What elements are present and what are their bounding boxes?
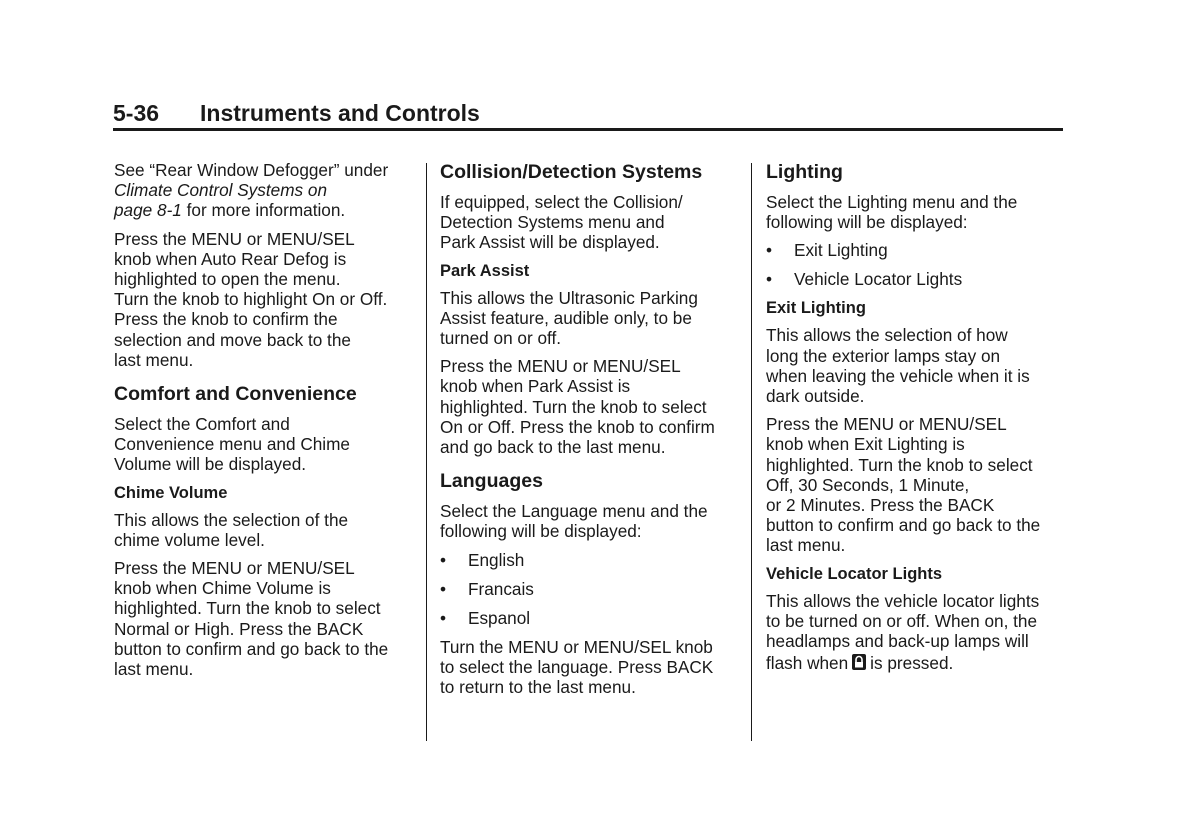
text-line: Off, 30 Seconds, 1 Minute,	[766, 474, 970, 495]
text-line: or 2 Minutes. Press the BACK	[766, 495, 995, 516]
comfort-paragraph	[114, 414, 414, 475]
list-item	[766, 269, 1066, 289]
text-line: following will be displayed:	[440, 521, 642, 542]
text-line: If equipped, select the Collision/	[440, 192, 683, 212]
list-item	[440, 550, 740, 570]
text-line: This allows the selection of the	[114, 509, 349, 530]
text-line: to return to the last menu.	[440, 677, 636, 698]
list-item-label: Espanol	[468, 607, 531, 628]
exit-lighting-paragraph-2	[766, 414, 1066, 555]
languages-heading: Languages	[440, 470, 543, 493]
text-line	[766, 653, 1066, 675]
text-line: Press the MENU or MENU/SEL	[440, 356, 681, 377]
text-line: knob when Auto Rear Defog is	[114, 248, 347, 269]
text-line: button to confirm and go back to the	[766, 515, 1041, 536]
column-divider	[426, 163, 427, 741]
collision-paragraph	[440, 192, 740, 253]
text-line: Press the MENU or MENU/SEL	[114, 558, 355, 579]
text-line: to be turned on or off. When on, the	[766, 610, 1038, 631]
page-header	[113, 100, 1063, 130]
text-line: headlamps and back-up lamps will	[766, 631, 1029, 652]
text-line: On or Off. Press the knob to confirm	[440, 416, 715, 437]
text-line: Press the MENU or MENU/SEL	[114, 228, 355, 249]
text-line: highlighted. Turn the knob to select	[440, 396, 707, 417]
text-line: This allows the Ultrasonic Parking	[440, 287, 698, 308]
text-line: Detection Systems menu and	[440, 212, 665, 233]
text-fragment: is pressed.	[870, 653, 954, 674]
bullet-icon: •	[440, 607, 447, 628]
text-line: Press the knob to confirm the	[114, 309, 338, 330]
list-item-label: Vehicle Locator Lights	[794, 269, 963, 290]
text-line: Turn the MENU or MENU/SEL knob	[440, 636, 713, 657]
intro-paragraph	[114, 160, 414, 221]
xref-page[interactable]: page 8-1	[114, 200, 182, 221]
text-line: Assist feature, audible only, to be	[440, 307, 692, 328]
text-fragment: for more information.	[181, 200, 346, 221]
bullet-icon: •	[440, 578, 447, 599]
text-line: Press the MENU or MENU/SEL	[766, 414, 1007, 435]
text-line: last menu.	[766, 535, 846, 556]
text-line: long the exterior lamps stay on	[766, 345, 1001, 366]
park-assist-paragraph-1	[440, 288, 740, 349]
vehicle-locator-paragraph	[766, 591, 1066, 676]
column-1	[114, 160, 414, 687]
text-line	[114, 200, 414, 220]
text-fragment: flash when	[766, 653, 849, 674]
text-line: dark outside.	[766, 386, 865, 407]
text-line: Turn the knob to highlight On or Off.	[114, 289, 388, 310]
text-line: highlighted to open the menu.	[114, 269, 341, 290]
text-line: This allows the vehicle locator lights	[766, 590, 1040, 611]
comfort-heading: Comfort and Convenience	[114, 383, 357, 406]
park-assist-paragraph-2	[440, 356, 740, 457]
text-line: and go back to the last menu.	[440, 437, 666, 458]
vehicle-locator-heading: Vehicle Locator Lights	[766, 564, 943, 583]
exit-lighting-paragraph-1	[766, 325, 1066, 406]
languages-paragraph-2	[440, 637, 740, 698]
text-line: chime volume level.	[114, 529, 265, 550]
chime-paragraph-2	[114, 558, 414, 679]
text-line: knob when Park Assist is	[440, 376, 631, 397]
list-item	[440, 608, 740, 628]
xref-text: Climate Control Systems on	[114, 180, 328, 201]
lock-icon	[851, 653, 867, 675]
text-line: last menu.	[114, 659, 194, 680]
lighting-paragraph	[766, 192, 1066, 232]
languages-paragraph	[440, 501, 740, 541]
language-list	[440, 550, 740, 628]
bullet-icon: •	[766, 240, 773, 261]
text-line: This allows the selection of how	[766, 325, 1008, 346]
list-item-label: Francais	[468, 578, 534, 599]
column-3	[766, 160, 1066, 683]
header-rule	[113, 128, 1063, 131]
column-2	[440, 160, 740, 705]
list-item	[766, 240, 1066, 260]
bullet-icon: •	[440, 549, 447, 570]
text-line: button to confirm and go back to the	[114, 638, 389, 659]
list-item	[440, 579, 740, 599]
bullet-icon: •	[766, 269, 773, 290]
text-line: Volume will be displayed.	[114, 454, 307, 475]
text-line: following will be displayed:	[766, 212, 968, 233]
text-line: highlighted. Turn the knob to select	[766, 454, 1033, 475]
text-line: See “Rear Window Defogger” under	[114, 160, 389, 180]
column-divider	[751, 163, 752, 741]
list-item-label: Exit Lighting	[794, 240, 888, 261]
page-number: 5-36	[113, 100, 160, 126]
park-assist-heading: Park Assist	[440, 261, 530, 280]
text-line: knob when Chime Volume is	[114, 578, 331, 599]
cross-reference[interactable]	[114, 180, 414, 200]
text-line: Normal or High. Press the BACK	[114, 618, 364, 639]
text-line: to select the language. Press BACK	[440, 656, 714, 677]
text-line: Convenience menu and Chime	[114, 434, 350, 455]
text-line: Park Assist will be displayed.	[440, 232, 660, 253]
text-line: when leaving the vehicle when it is	[766, 365, 1030, 386]
text-line: last menu.	[114, 349, 194, 370]
lighting-heading: Lighting	[766, 161, 843, 183]
collision-heading: Collision/Detection Systems	[440, 161, 703, 183]
section-title: Instruments and Controls	[200, 100, 480, 126]
text-line: Select the Language menu and the	[440, 501, 708, 522]
text-line: highlighted. Turn the knob to select	[114, 598, 381, 619]
text-line: Select the Lighting menu and the	[766, 192, 1018, 212]
lighting-list	[766, 240, 1066, 289]
text-line: turned on or off.	[440, 328, 562, 349]
list-item-label: English	[468, 549, 525, 570]
defog-paragraph	[114, 229, 414, 370]
chime-paragraph-1	[114, 510, 414, 550]
exit-lighting-heading: Exit Lighting	[766, 299, 866, 318]
chime-heading: Chime Volume	[114, 483, 228, 502]
text-line: Select the Comfort and	[114, 414, 290, 435]
text-line: knob when Exit Lighting is	[766, 434, 965, 455]
text-line: selection and move back to the	[114, 329, 351, 350]
